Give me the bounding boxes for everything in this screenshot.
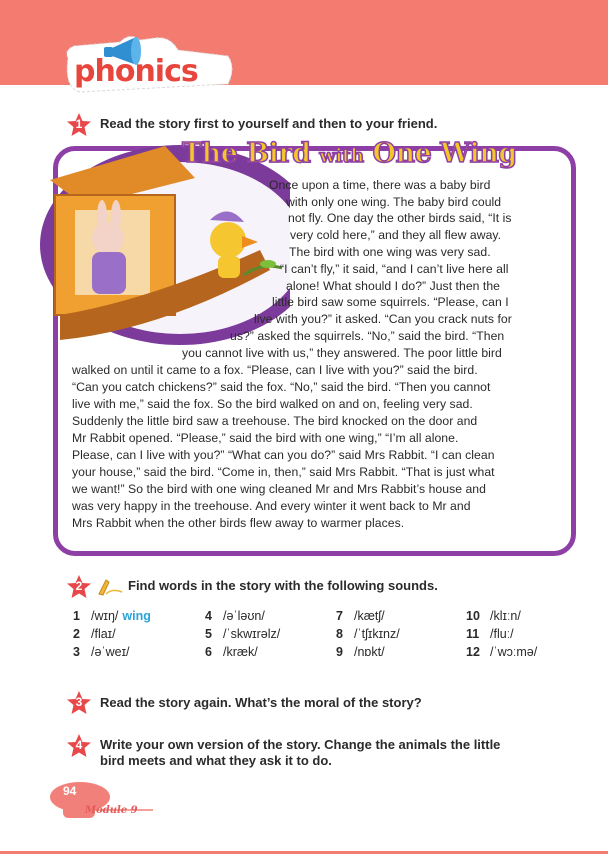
story-line: walked on until it came to a fox. “Please, can I live with you?” said the bird. xyxy=(72,363,478,377)
step-4-line-2: bird meets and what they ask it to do. xyxy=(100,753,332,768)
sound-item xyxy=(205,645,258,659)
story-line: not fly. One day the other birds said, “It is xyxy=(288,211,512,225)
story-line: Mrs Rabbit when the other birds flew away to warmer places. xyxy=(72,516,405,530)
step-4-number: 4 xyxy=(75,738,83,752)
story-line: “I can’t fly,” it said, “and I can’t live here all xyxy=(280,262,509,276)
story-line: Suddenly the little bird saw a treehouse. The bird knocked on the door and xyxy=(72,414,478,428)
module-label: Module 9 xyxy=(85,805,138,816)
pencil-icon xyxy=(96,576,124,598)
page-number: 94 xyxy=(63,784,77,798)
step-2-text: Find words in the story with the following sounds. xyxy=(128,578,438,593)
sound-item xyxy=(205,609,265,623)
phonics-logo xyxy=(60,28,235,98)
step-4-badge xyxy=(66,733,92,759)
sound-item xyxy=(73,609,151,623)
step-3-text: Read the story again. What’s the moral of the story? xyxy=(100,695,422,710)
step-1-badge xyxy=(66,112,92,138)
sound-item xyxy=(336,645,385,659)
story-line: Please, can I live with you?” “What can you do?” said Mrs Rabbit. “I can clean xyxy=(72,448,495,462)
sound-item xyxy=(336,609,385,623)
sound-number: 2 xyxy=(73,627,80,641)
sound-ipa: /nɒkt/ xyxy=(354,645,385,659)
sound-item xyxy=(205,627,280,641)
sound-item xyxy=(336,627,400,641)
story-line: your house,” said the bird. “Come in, then,” said Mrs Rabbit. “That is just what xyxy=(72,465,495,479)
step-1-number: 1 xyxy=(75,117,83,131)
story-line: The bird with one wing was very sad. xyxy=(289,245,491,259)
sound-ipa: /əˈweɪ/ xyxy=(91,645,130,659)
story-line: “Can you catch chickens?” said the fox. “No,” said the bird. “Then you cannot xyxy=(72,380,491,394)
step-2-number: 2 xyxy=(75,579,83,593)
treehouse-illustration xyxy=(30,140,290,345)
sound-ipa: /kætʃ/ xyxy=(354,609,385,623)
step-3 xyxy=(66,690,422,716)
step-1-text: Read the story first to yourself and then to your friend. xyxy=(100,116,438,131)
sound-item xyxy=(73,645,130,659)
step-4-line-1: Write your own version of the story. Change the animals the little xyxy=(100,737,501,752)
step-4 xyxy=(66,733,500,769)
sound-number: 5 xyxy=(205,627,212,641)
sound-ipa: /əˈləʊn/ xyxy=(223,609,265,623)
story-title xyxy=(182,138,517,169)
sound-ipa: /kræk/ xyxy=(223,645,258,659)
sound-ipa: /ˈskwɪrəlz/ xyxy=(223,627,281,641)
story-title-part3: One Wing xyxy=(372,138,517,169)
sound-ipa: /ˈtʃɪkɪnz/ xyxy=(354,627,400,641)
sound-number: 12 xyxy=(466,645,480,659)
step-1 xyxy=(66,112,437,138)
step-3-number: 3 xyxy=(75,695,83,709)
story-line: we want!” So the bird with one wing cleaned Mr and Mrs Rabbit’s house and xyxy=(72,482,486,496)
sound-ipa: /flaɪ/ xyxy=(91,627,116,641)
step-2 xyxy=(66,574,438,600)
step-3-badge xyxy=(66,690,92,716)
sound-number: 6 xyxy=(205,645,212,659)
story-line: with only one wing. The baby bird could xyxy=(286,195,502,209)
sound-number: 10 xyxy=(466,609,480,623)
story-line: live with me,” said the fox. So the bird walked on and on, feeling very sad. xyxy=(72,397,473,411)
sound-ipa: /klɪːn/ xyxy=(490,609,521,623)
sound-answer: wing xyxy=(122,609,151,623)
sound-number: 11 xyxy=(466,627,480,641)
story-line: live with you?” it asked. “Can you crack nuts for xyxy=(254,312,512,326)
sound-number: 3 xyxy=(73,645,80,659)
sound-ipa: /wɪŋ/ xyxy=(91,609,119,623)
story-line: you cannot live with us,” they answered. The poor little bird xyxy=(182,346,502,360)
sound-number: 1 xyxy=(73,609,80,623)
sound-ipa: /fluː/ xyxy=(490,627,514,641)
sound-item xyxy=(466,609,521,623)
story-line: little bird saw some squirrels. “Please, can I xyxy=(272,295,509,309)
sound-item xyxy=(73,627,116,641)
sound-number: 8 xyxy=(336,627,343,641)
story-line: very cold here,” and they all flew away. xyxy=(290,228,502,242)
story-title-part1: The Bird xyxy=(182,138,311,169)
story-line: Mr Rabbit opened. “Please,” said the bird with one wing,” “I’m all alone. xyxy=(72,431,459,445)
story-line: alone! What should I do?” Just then the xyxy=(286,279,501,293)
story-title-part2: with xyxy=(319,145,364,167)
story-line: us?” asked the squirrels. “No,” said the bird. “Then xyxy=(230,329,505,343)
sound-number: 9 xyxy=(336,645,343,659)
logo-text: phonics xyxy=(74,54,198,89)
step-4-text xyxy=(100,737,500,769)
story-line: Once upon a time, there was a baby bird xyxy=(269,178,491,192)
step-2-badge xyxy=(66,574,92,600)
sound-item xyxy=(466,645,537,659)
sound-number: 4 xyxy=(205,609,212,623)
sound-item xyxy=(466,627,514,641)
sound-ipa: /ˈwɔːmə/ xyxy=(490,645,538,659)
sound-number: 7 xyxy=(336,609,343,623)
story-line: was very happy in the treehouse. And every winter it went back to Mr and xyxy=(72,499,471,513)
